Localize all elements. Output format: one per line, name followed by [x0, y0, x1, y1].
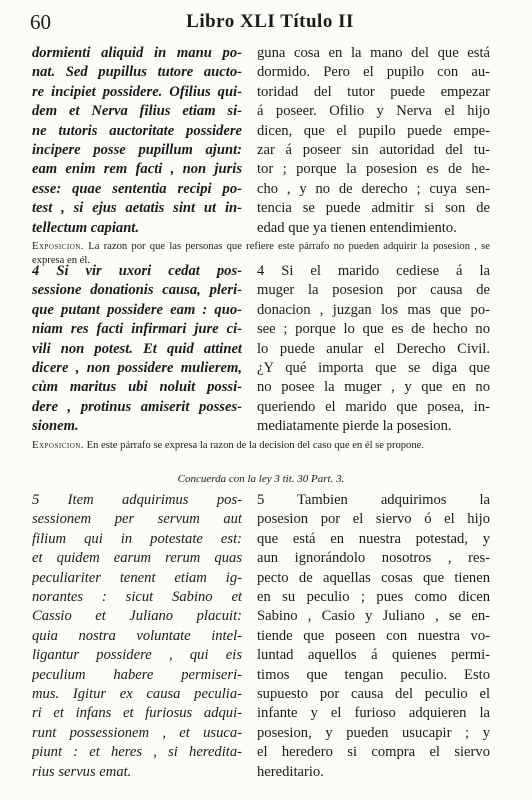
- text-line: filium qui in potestate est:: [32, 530, 242, 547]
- text-line: 5 Item adquirimus pos-: [32, 492, 242, 508]
- section-continued: [32, 44, 490, 240]
- text-line: esse: quae sententia recipi po-: [32, 180, 242, 197]
- text-line: quia nostra voluntate intel-: [32, 627, 242, 644]
- running-title: Libro XLI Título II: [186, 11, 354, 32]
- text-line: piunt : et heres , si heredita-: [32, 744, 242, 761]
- text-line: que está en nuestra potestad, y: [257, 530, 490, 547]
- text-line: nat. Sed pupillus tutore aucto-: [32, 64, 242, 81]
- text-line: donacion , juzgan los mas que po-: [257, 301, 490, 318]
- text-line: queriendo el marido que posea, in-: [257, 398, 490, 415]
- text-line: tiende que poseen con nuestra vo-: [257, 627, 490, 644]
- text-line: pecto de aquellas cosas que tienen: [257, 569, 490, 586]
- text-line: Cassio et Juliano placuit:: [32, 608, 242, 625]
- exposition-note-2: [32, 439, 490, 453]
- text-line: ligantur possidere , qui eis: [32, 647, 242, 664]
- text-line: tencia se puede admitir si son de: [257, 200, 490, 217]
- note-label: Exposicion.: [32, 440, 84, 451]
- note-text: En este párrafo se expresa la razon de la decision del caso que en él se propone.: [86, 440, 425, 451]
- concordance-line: Concuerda con la ley 3 tit. 30 Part. 3.: [177, 473, 345, 485]
- text-line: á poseer. Ofilio y Nerva el hijo: [257, 103, 490, 120]
- text-line: eam enim rem facti , non juris: [32, 161, 242, 178]
- latin-column: [32, 44, 242, 238]
- text-line: tellectum capiant.: [32, 219, 140, 236]
- text-line: Sabino , Casio y Juliano , se en-: [257, 608, 490, 625]
- text-line: runt possessionem , et usuca-: [32, 724, 242, 741]
- note-label: Exposicion.: [32, 241, 84, 252]
- spanish-column: [257, 44, 490, 238]
- text-line: el heredero si compra el siervo: [257, 744, 490, 761]
- text-line: mus. Igitur ex causa peculia-: [32, 686, 242, 703]
- text-line: guna cosa en la mano del que está: [257, 45, 490, 61]
- text-line: lo puede anular el Derecho Civil.: [257, 340, 490, 357]
- text-line: sessione donationis causa, pleri-: [32, 282, 242, 299]
- text-line: que putant possidere eam : quo-: [32, 301, 242, 318]
- text-line: dem et Nerva filius etiam si-: [32, 103, 242, 120]
- text-line: en su peculio ; pues como dicen: [257, 589, 490, 606]
- text-line: sionem.: [32, 418, 79, 435]
- text-line: rius servus emat.: [32, 763, 132, 780]
- text-line: dere , protinus amiserit posses-: [32, 398, 242, 415]
- text-line: re incipiet possidere. Ofilius qui-: [32, 83, 242, 100]
- page-header: [30, 10, 510, 38]
- text-line: hereditario.: [257, 763, 324, 780]
- text-line: peculium habere permiseri-: [32, 666, 242, 683]
- text-line: dormienti aliquid in manu po-: [32, 45, 242, 61]
- text-line: test , si ejus aetatis sint ut in-: [32, 200, 242, 217]
- text-line: 4 Si el marido cediese á la: [257, 263, 490, 279]
- text-line: dicere , non possidere mulierem,: [32, 360, 242, 377]
- text-line: tor ; porque la posesion es de he-: [257, 161, 490, 178]
- text-line: aun ignorándolo nosotros , res-: [257, 550, 490, 567]
- text-line: posesion, y pueden usucapir ; y: [257, 724, 490, 741]
- text-line: zar á poseer sin autoridad del tu-: [257, 142, 490, 159]
- text-line: ¿Y qué importa que se diga que: [257, 360, 490, 377]
- text-line: dormido. Pero el pupilo con au-: [257, 64, 490, 81]
- text-line: edad que ya tienen entendimiento.: [257, 219, 457, 236]
- text-line: peculiariter tenent etiam ig-: [32, 569, 242, 586]
- text-line: muger la posesion por causa de: [257, 282, 490, 299]
- spanish-column: [257, 491, 490, 782]
- note-text: La razon por que las personas que refiere este párrafo no pueden adquirir la posesion , se expresa en él.: [32, 241, 490, 266]
- latin-column: [32, 262, 242, 437]
- spanish-column: [257, 262, 490, 437]
- text-line: cùm maritus ubi noluit possi-: [32, 379, 242, 396]
- text-line: et quidem earum rerum quas: [32, 550, 242, 567]
- text-line: luntad aquellos á quienes permi-: [257, 647, 490, 664]
- section-4: [32, 262, 490, 438]
- latin-column: [32, 491, 242, 782]
- text-line: ri et infans et furiosus adqui-: [32, 705, 242, 722]
- text-line: 4 Si vir uxori cedat pos-: [32, 263, 242, 279]
- text-line: sessionem per servum aut: [32, 511, 242, 528]
- text-line: mediatamente pierde la posesion.: [257, 418, 452, 435]
- text-line: timos que tengan peculio. Esto: [257, 666, 490, 683]
- text-line: cho , y no de derecho ; cuya sen-: [257, 180, 490, 197]
- text-line: 5 Tambien adquirimos la: [257, 492, 490, 508]
- section-5: [32, 491, 490, 786]
- text-line: ne tutoris auctoritate possidere: [32, 122, 242, 139]
- text-line: niam res facti infirmari jure ci-: [32, 321, 242, 338]
- text-line: norantes : sicut Sabino et: [32, 589, 242, 606]
- text-line: infante y el furioso adquieren la: [257, 705, 490, 722]
- text-line: posesion por el siervo ó el hijo: [257, 511, 490, 528]
- text-line: supuesto por causa del peculio el: [257, 686, 490, 703]
- page-number: 60: [30, 10, 51, 34]
- text-line: no posee la muger , y que en no: [257, 379, 490, 396]
- text-line: incipere posse pupillum ajunt:: [32, 142, 242, 159]
- text-line: vili non potest. Et quid attinet: [32, 340, 242, 357]
- text-line: toridad del tutor puede empezar: [257, 83, 490, 100]
- text-line: dicen, que el pupilo puede empe-: [257, 122, 490, 139]
- text-line: see ; porque lo que es de hecho no: [257, 321, 490, 338]
